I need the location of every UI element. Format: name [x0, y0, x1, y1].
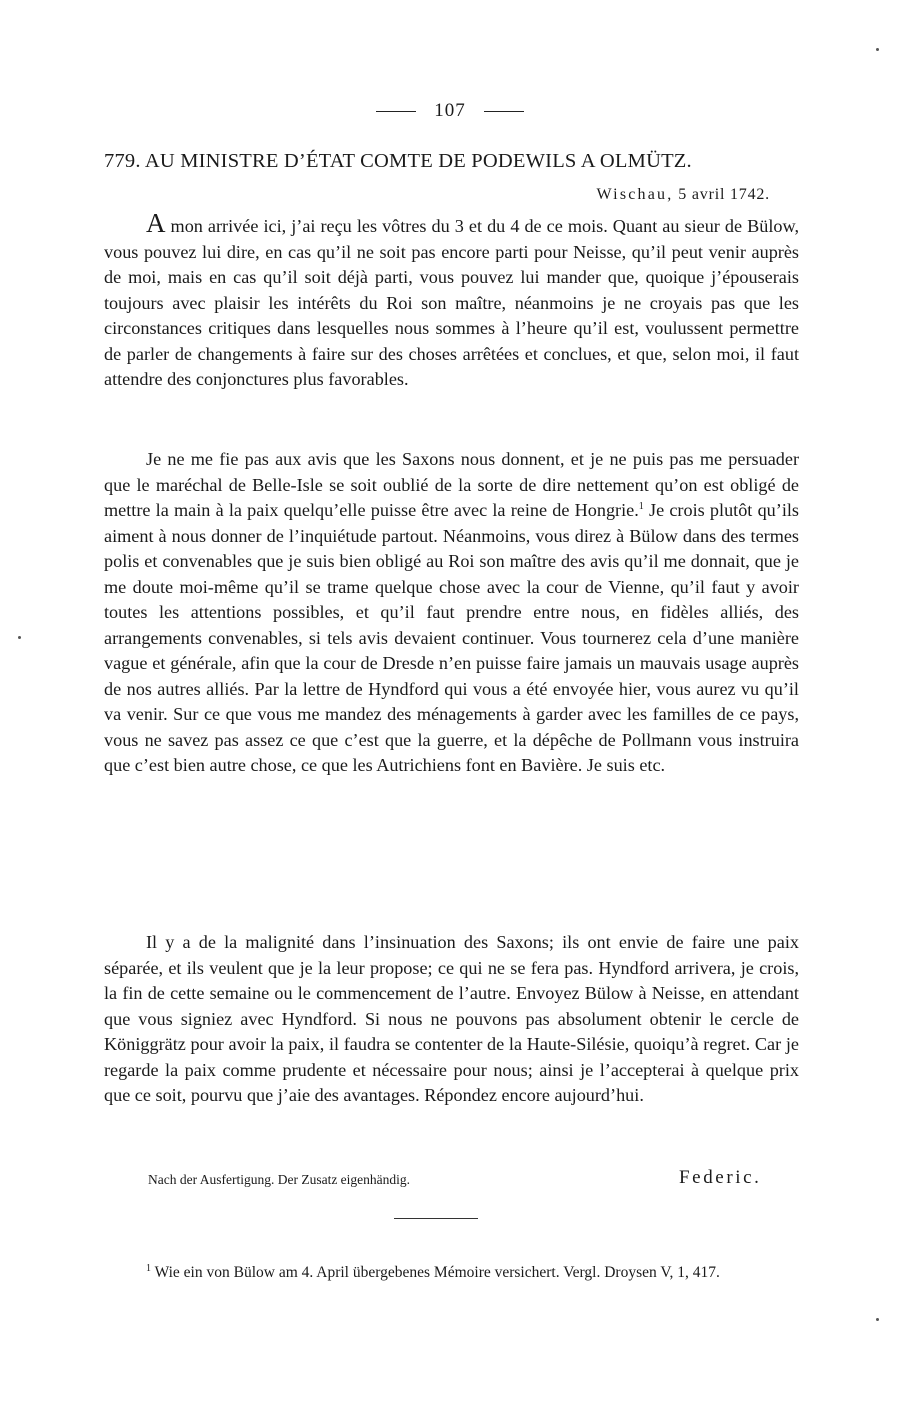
header-dash-left: [376, 111, 416, 112]
dateline-date: 5 avril 1742.: [678, 186, 770, 203]
footnote-separator: [394, 1218, 478, 1219]
header-dash-right: [484, 111, 524, 112]
source-note: Nach der Ausfertigung. Der Zusatz eigenhändig.: [148, 1172, 411, 1187]
page-header: [0, 100, 900, 122]
dateline: [597, 186, 770, 204]
paragraph-text: A mon arrivée ici, j’ai reçu les vôtres du 3 et du 4 de ce mois. Quant au sieur de Bülow, vous pouvez lui dire, en cas qu’il ne soit pas encore parti pour Neisse, qu’il peut venir auprès de moi, mais en cas qu’il soit déjà parti, vous pouvez lui mander que, quoique j’épouserais toujours avec plaisir les intérêts du Roi son maître, néanmoins je ne croyais pas que les circonstances critiques dans lesquelles nous sommes à l’heure qu’il est, voulussent permettre de parler de changements à faire sur des choses arrêtées et conclues, et que, selon moi, il faut attendre des conjonctures plus favorables.: [104, 208, 799, 389]
footnote-body: Wie ein von Bülow am 4. April übergebenes Mémoire versichert. Vergl. Droysen V, 1, 417.: [151, 1264, 720, 1281]
postscript-paragraph: [104, 930, 799, 1109]
signature: Federic.: [679, 1167, 762, 1188]
paragraph-text-part: Je crois plutôt qu’ils aiment à nous donner de l’inquiétude partout. Néanmoins, vous direz à Bülow dans des termes polis et convenables que je suis bien obligé au Roi son maître des avis qu’il me donnait, que je me doute moi-même qu’il se trame quelque chose avec la cour de Vienne, qu’il faut y avoir toutes les attentions possibles, et qu’il faut prendre entre nous, en fidèles alliés, des arrangements convenables, si tels avis devaient continuer. Vous tournerez cela d’une manière vague et générale, afin que la cour de Dresde n’en puisse faire jamais un mauvais usage auprès de nos autres alliés. Par la lettre de Hyndford qui vous a été envoyée hier, vous aurez vu qu’il va venir. Sur ce que vous me mandez des ménagements à garder avec les familles de ce pays, vous ne savez pas assez ce que c’est que la guerre, et la dépêche de Pollmann vous instruira que c’est bien autre chose, ce que les Autrichiens font en Bavière. Je suis etc.: [104, 500, 800, 775]
paragraph-text-part: Je ne me fie pas aux avis que les Saxons nous donnent, et je ne puis pas me persuader que le maréchal de Belle-Isle se soit oublié de la sorte de dire nettement qu’on est obligé de mettre la main à la paix quelqu’elle puisse être avec la reine de Hongrie.: [104, 449, 799, 520]
footnote: [104, 1262, 800, 1284]
footnote-number: 1: [146, 1262, 151, 1274]
scan-speck: [876, 1318, 879, 1321]
footnote-text: [104, 1262, 800, 1284]
scan-speck: [18, 636, 21, 639]
paragraph-text: Il y a de la malignité dans l’insinuation des Saxons; ils ont envie de faire une paix séparée, et ils veulent que je la leur propose; ce qui ne se fera pas. Hyndford arrivera, je crois, la fin de cette semaine ou le commencement de l’autre. Envoyez Bülow à Neisse, en attendant que vous signiez avec Hyndford. Si nous ne pouvons pas absolument obtenir le cercle de Königgrätz pour avoir la paix, il faudra se contenter de la Haute-Silésie, quoiqu’à regret. Car je regarde la paix comme prudente et nécessaire pour nous; ainsi je l’accepterai à quelque prix que ce soit, pourvu que j’aie des avantages. Répondez encore aujourd’hui.: [104, 932, 799, 1105]
paragraph-text: [104, 447, 799, 779]
letter-heading: 779. AU MINISTRE D’ÉTAT COMTE DE PODEWILS A OLMÜTZ.: [104, 150, 692, 172]
letter-paragraph-2: [104, 447, 799, 779]
letter-paragraph-1: [104, 208, 799, 393]
dateline-place: Wischau,: [596, 186, 674, 203]
scan-speck: [876, 48, 879, 51]
footnote-marker[interactable]: 1: [638, 500, 644, 512]
page-number: 107: [434, 100, 466, 121]
